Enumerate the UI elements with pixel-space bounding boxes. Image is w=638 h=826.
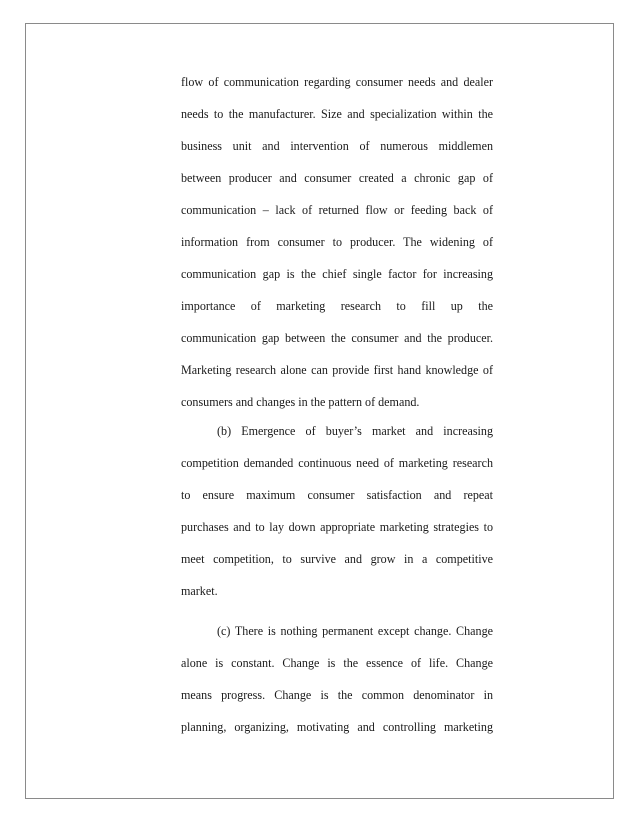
text-line: to ensure maximum consumer satisfaction and repeat xyxy=(181,488,493,502)
text-line: Marketing research alone can provide first hand knowledge of xyxy=(181,363,493,377)
text-line: flow of communication regarding consumer needs and dealer xyxy=(181,75,493,89)
text-line: (b) Emergence of buyer’s market and increasing xyxy=(217,424,493,438)
text-line: needs to the manufacturer. Size and specialization within the xyxy=(181,107,493,121)
text-line: importance of marketing research to fill up the xyxy=(181,299,493,313)
text-line: between producer and consumer created a chronic gap of xyxy=(181,171,493,185)
text-line: communication gap is the chief single factor for increasing xyxy=(181,267,493,281)
text-line: competition demanded continuous need of marketing research xyxy=(181,456,493,470)
text-line: business unit and intervention of numerous middlemen xyxy=(181,139,493,153)
paragraph-c xyxy=(181,624,493,752)
text-line: purchases and to lay down appropriate marketing strategies to xyxy=(181,520,493,534)
paragraph-continuation xyxy=(181,75,493,427)
paragraph-b xyxy=(181,424,493,616)
text-line: alone is constant. Change is the essence of life. Change xyxy=(181,656,493,670)
text-line: means progress. Change is the common denominator in xyxy=(181,688,493,702)
text-line: planning, organizing, motivating and controlling marketing xyxy=(181,720,493,734)
text-line: market. xyxy=(181,584,218,598)
text-line: meet competition, to survive and grow in a competitive xyxy=(181,552,493,566)
text-line: (c) There is nothing permanent except change. Change xyxy=(217,624,493,638)
text-line: communication – lack of returned flow or feeding back of xyxy=(181,203,493,217)
text-line: consumers and changes in the pattern of demand. xyxy=(181,395,420,409)
text-line: information from consumer to producer. The widening of xyxy=(181,235,493,249)
text-line: communication gap between the consumer and the producer. xyxy=(181,331,493,345)
